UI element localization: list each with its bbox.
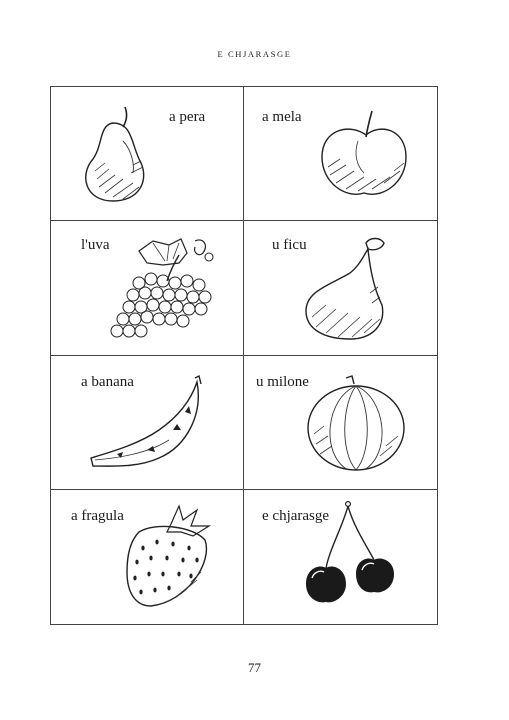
cell-apple bbox=[244, 87, 437, 221]
fig-illustration-icon bbox=[300, 233, 396, 345]
apple-illustration-icon bbox=[316, 107, 412, 199]
fruit-grid bbox=[50, 86, 438, 625]
label-apple: a mela bbox=[262, 109, 302, 125]
strawberry-illustration-icon bbox=[121, 502, 217, 612]
cell-grapes bbox=[51, 221, 244, 355]
running-header: E CHJARASGE bbox=[217, 49, 292, 59]
cell-fig bbox=[244, 221, 437, 355]
label-pear: a pera bbox=[169, 109, 206, 125]
pear-illustration-icon bbox=[73, 101, 153, 206]
cell-pear bbox=[51, 87, 244, 221]
grapes-illustration-icon bbox=[109, 235, 225, 347]
label-melon: u milone bbox=[256, 373, 309, 390]
label-strawberry: a fragula bbox=[71, 507, 124, 524]
cherries-illustration-icon bbox=[302, 498, 402, 606]
label-fig: u ficu bbox=[272, 237, 307, 254]
label-banana: a banana bbox=[81, 373, 134, 390]
page-number: 77 bbox=[248, 660, 261, 675]
label-grapes: l'uva bbox=[81, 237, 110, 254]
melon-illustration-icon bbox=[304, 374, 408, 474]
cell-cherries bbox=[244, 490, 437, 624]
label-cherries: e chjarasge bbox=[262, 507, 330, 524]
cell-melon bbox=[244, 356, 437, 490]
cell-banana bbox=[51, 356, 244, 490]
banana-illustration-icon bbox=[87, 374, 211, 474]
cell-strawberry bbox=[51, 490, 244, 624]
